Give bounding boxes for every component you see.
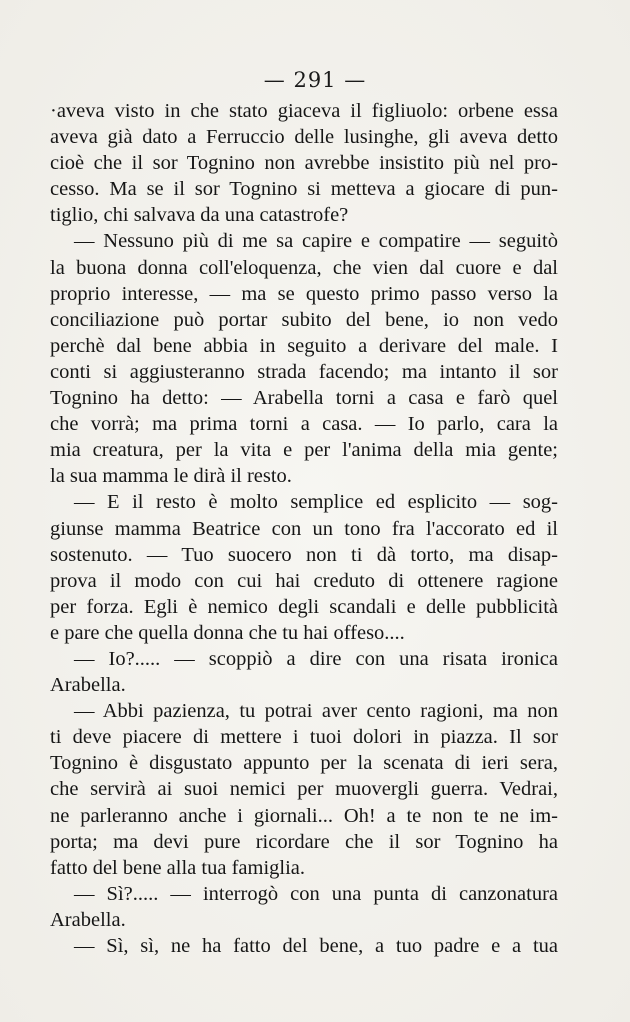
text-line: e pare che quella donna che tu hai offeso.... xyxy=(50,621,405,644)
text-line: ·aveva visto in che stato giaceva il figliuolo: orbene essa xyxy=(50,100,558,122)
text-line: porta; ma devi pure ricordare che il sor Tognino ha xyxy=(50,830,558,853)
text-line: cioè che il sor Tognino non avrebbe insistito più nel pro- xyxy=(50,152,558,175)
text-line: fatto del bene alla tua famiglia. xyxy=(50,856,305,879)
text-line: Tognino ha detto: — Arabella torni a casa e farò quel xyxy=(50,387,558,410)
text-line: — Io?..... — scoppiò a dire con una risata ironica xyxy=(74,647,558,670)
body-text xyxy=(50,98,558,959)
text-line: la buona donna coll'eloquenza, che vien dal cuore e dal xyxy=(50,256,558,279)
text-line: — Nessuno più di me sa capire e compatire — seguitò xyxy=(74,230,558,253)
text-line: giunse mamma Beatrice con un tono fra l'accorato ed il xyxy=(50,517,558,540)
text-line: — Abbi pazienza, tu potrai aver cento ragioni, ma non xyxy=(74,700,558,723)
text-line: aveva già dato a Ferruccio delle lusinghe, gli aveva detto xyxy=(50,126,558,149)
text-line: — Sì, sì, ne ha fatto del bene, a tuo padre e a tua xyxy=(74,935,558,957)
text-line: conti si aggiusteranno strada facendo; ma intanto il sor xyxy=(50,360,558,383)
text-line: sostenuto. — Tuo suocero non ti dà torto, ma disap- xyxy=(50,543,558,566)
text-line: Tognino è disgustato appunto per la scenata di ieri sera, xyxy=(50,752,558,775)
page-number: — 291 — xyxy=(263,68,367,92)
text-line: — Sì?..... — interrogò con una punta di canzonatura xyxy=(74,882,558,905)
text-line: tiglio, chi salvava da una catastrofe? xyxy=(50,204,349,227)
text-line: proprio interesse, — ma se questo primo passo verso la xyxy=(50,282,558,305)
text-line: — E il resto è molto semplice ed esplicito — sog- xyxy=(74,491,558,514)
text-line: che vorrà; ma prima torni a casa. — Io parlo, cara la xyxy=(50,413,558,436)
text-line: cesso. Ma se il sor Tognino si metteva a giocare di pun- xyxy=(50,178,558,201)
text-line: Arabella. xyxy=(50,908,126,931)
text-line: la sua mamma le dirà il resto. xyxy=(50,465,292,488)
text-line: ti deve piacere di mettere i tuoi dolori in piazza. Il sor xyxy=(50,726,558,749)
text-line: perchè dal bene abbia in seguito a derivare del male. I xyxy=(50,334,558,357)
text-line: ne parleranno anche i giornali... Oh! a te non te ne im- xyxy=(50,804,558,827)
text-line: mia creatura, per la vita e per l'anima della mia gente; xyxy=(50,439,558,462)
text-line: per forza. Egli è nemico degli scandali e delle pubblicità xyxy=(50,595,558,618)
text-line: Arabella. xyxy=(50,674,126,697)
text-line: conciliazione può portar subito del bene, io non vedo xyxy=(50,308,558,331)
text-line: prova il modo con cui hai creduto di ottenere ragione xyxy=(50,569,558,592)
text-line: che servirà ai suoi nemici per muovergli guerra. Vedrai, xyxy=(50,778,558,801)
